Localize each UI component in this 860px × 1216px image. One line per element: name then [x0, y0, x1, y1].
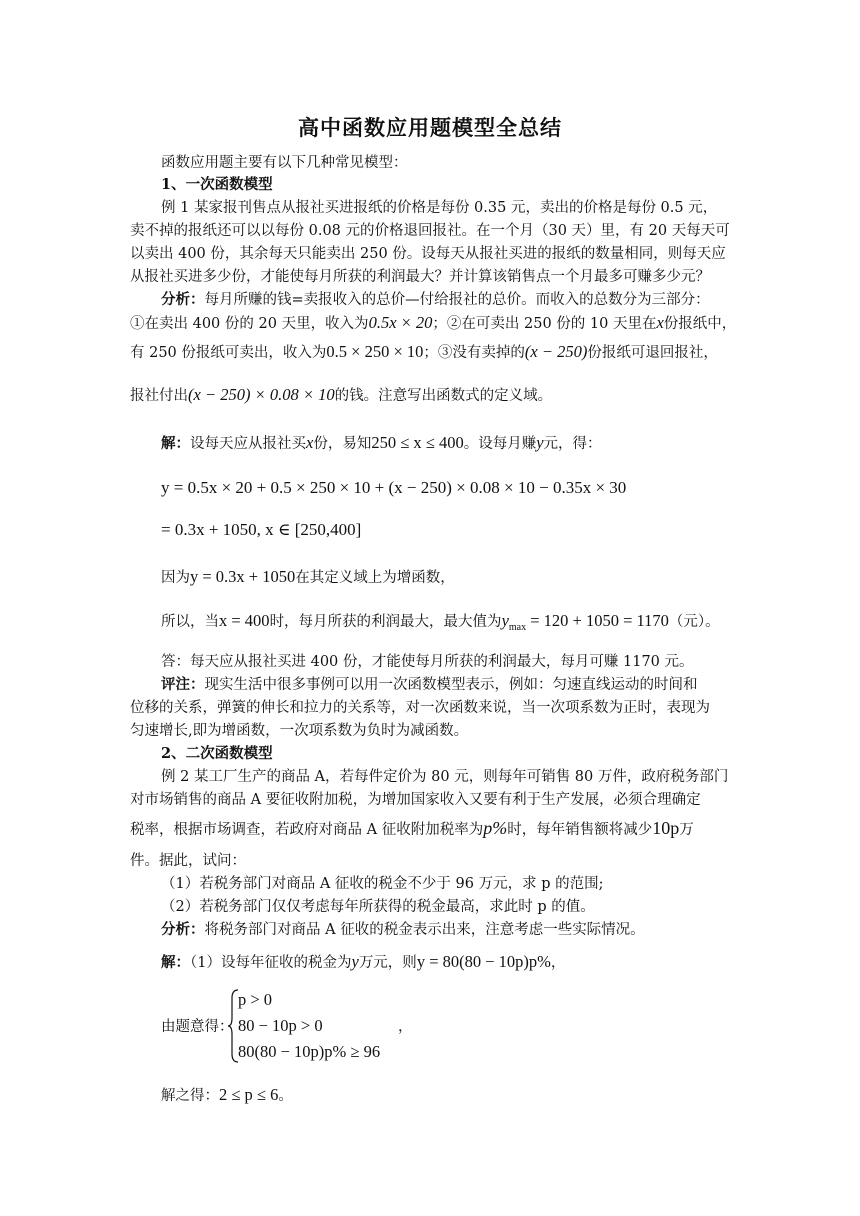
- system-eq-3: 80(80 − 10p)p% ≥ 96: [238, 1042, 381, 1061]
- example-1-line-1: 例 1 某家报刊售点从报社买进报纸的价格是每份 0.35 元，卖出的价格是每份 0.5 元，: [161, 200, 718, 216]
- example-1-line-4: 从报社买进多少份，才能使每月所获的利润最大？并计算该销售点一个月最多可赚多少元？: [130, 269, 710, 285]
- comment-line-3: 匀速增长,即为增函数，一次项系数为负时为减函数。: [130, 723, 469, 739]
- page-title: 高中函数应用题模型全总结: [298, 116, 562, 140]
- example-2-line-1: 例 2 某工厂生产的商品 A，若每件定价为 80 元，则每年可销售 80 万件，政府税务部门: [161, 769, 729, 785]
- example-1-line-2: 卖不掉的报纸还可以以每份 0.08 元的价格退回报社。在一个月（30 天）里，有 20 天每天可: [130, 223, 730, 239]
- formula-income-400: 0.5x × 20: [368, 313, 433, 332]
- system-eq-2: 80 − 10p > 0: [238, 1016, 323, 1035]
- analysis-1-line-2: ①在卖出 400 份的 20 天里，收入为0.5x × 20；②在可卖出 250 份的 10 天里在x份报纸中，: [130, 313, 737, 332]
- solution-2-line: 解：（1）设每年征收的税金为y万元，则y = 80(80 − 10p)p%，: [161, 952, 566, 971]
- therefore-line: 所以，当x = 400时，每月所获的利润最大，最大值为$y_{max} = 120 + 1050 = 1170$（元）。: [161, 611, 720, 633]
- question-2: （2）若税务部门仅仅考虑每年所获得的税金最高，求此时 p 的值。: [161, 899, 595, 915]
- solution-1-line: 解：设每天应从报社买x份，易知250 ≤ x ≤ 400。设每月赚y元，得：: [161, 433, 602, 452]
- formula-ymax: $y_{max} = 120 + 1050 = 1170$: [501, 611, 669, 633]
- solution-1-label: 解：: [161, 435, 190, 452]
- formula-reduction: 10p: [652, 818, 680, 838]
- formula-income-250: 0.5 × 250 × 10: [326, 342, 424, 361]
- example-2-line-2: 对市场销售的商品 A 要征收附加税，为增加国家收入又要有利于生产发展，必须合理确定: [130, 792, 701, 808]
- formula-linear: y = 0.3x + 1050: [190, 567, 296, 586]
- result-2-line: 解之得：2 ≤ p ≤ 6。: [161, 1085, 293, 1104]
- formula-tax-rate: p%: [483, 818, 508, 838]
- system-eq-1: p > 0: [238, 990, 273, 1009]
- example-2-line-3: 税率，根据市场调查，若政府对商品 A 征收附加税率为p%时，每年销售额将减少10p万: [130, 818, 694, 838]
- analysis-2-line: 分析：将税务部门对商品 A 征收的税金表示出来，注意考虑一些实际情况。: [161, 921, 645, 938]
- comment-line-1: 评注：现实生活中很多事例可以用一次函数模型表示，例如：匀速直线运动的时间和: [161, 676, 698, 693]
- analysis-1-line-3: 有 250 份报纸可卖出，收入为0.5 × 250 × 10；③没有卖掉的(x − 250)份报纸可退回报社，: [130, 342, 718, 361]
- formula-p-range: 2 ≤ p ≤ 6: [219, 1085, 279, 1104]
- section-1-heading: 1、一次函数模型: [161, 176, 273, 193]
- question-1: （1）若税务部门对商品 A 征收的税金不少于 96 万元，求 p 的范围;: [161, 876, 604, 892]
- comment-label: 评注：: [161, 676, 205, 693]
- analysis-1-label: 分析：: [161, 291, 205, 308]
- analysis-1-line-4: 报社付出(x − 250) × 0.08 × 10的钱。注意写出函数式的定义域。: [130, 385, 553, 404]
- equation-profit: y = 0.5x × 20 + 0.5 × 250 × 10 + (x − 250) × 0.08 × 10 − 0.35x × 30: [161, 478, 627, 497]
- solution-2-label: 解：: [161, 954, 190, 971]
- example-1-line-3: 以卖出 400 份，其余每天只能卖出 250 份。设每天从报社买进的报纸的数量相同，则每天应: [130, 246, 726, 262]
- analysis-1-line-1: 分析：每月所赚的钱=卖报收入的总价—付给报社的总价。而收入的总数分为三部分：: [161, 291, 710, 308]
- formula-domain: 250 ≤ x ≤ 400: [371, 433, 464, 452]
- example-2-line-4: 件。据此，试问：: [130, 853, 246, 869]
- section-2-heading: 2、二次函数模型: [161, 745, 273, 762]
- equation-profit-simplified: = 0.3x + 1050, x ∈ [250,400]: [161, 520, 362, 539]
- intro-text: 函数应用题主要有以下几种常见模型：: [161, 155, 408, 171]
- because-line: 因为y = 0.3x + 1050在其定义域上为增函数，: [161, 567, 455, 586]
- system-comma: ，: [398, 1019, 413, 1035]
- formula-tax: y = 80(80 − 10p)p%: [416, 952, 551, 971]
- system-label: 由题意得：: [161, 1019, 234, 1035]
- analysis-2-label: 分析：: [161, 921, 205, 938]
- formula-refund: (x − 250) × 0.08 × 10: [188, 385, 335, 404]
- answer-1: 答：每天应从报社买进 400 份，才能使每月所获的利润最大，每月可赚 1170 元。: [161, 654, 694, 670]
- comment-line-2: 位移的关系，弹簧的伸长和拉力的关系等，对一次函数来说，当一次项系数为正时，表现为: [130, 700, 710, 716]
